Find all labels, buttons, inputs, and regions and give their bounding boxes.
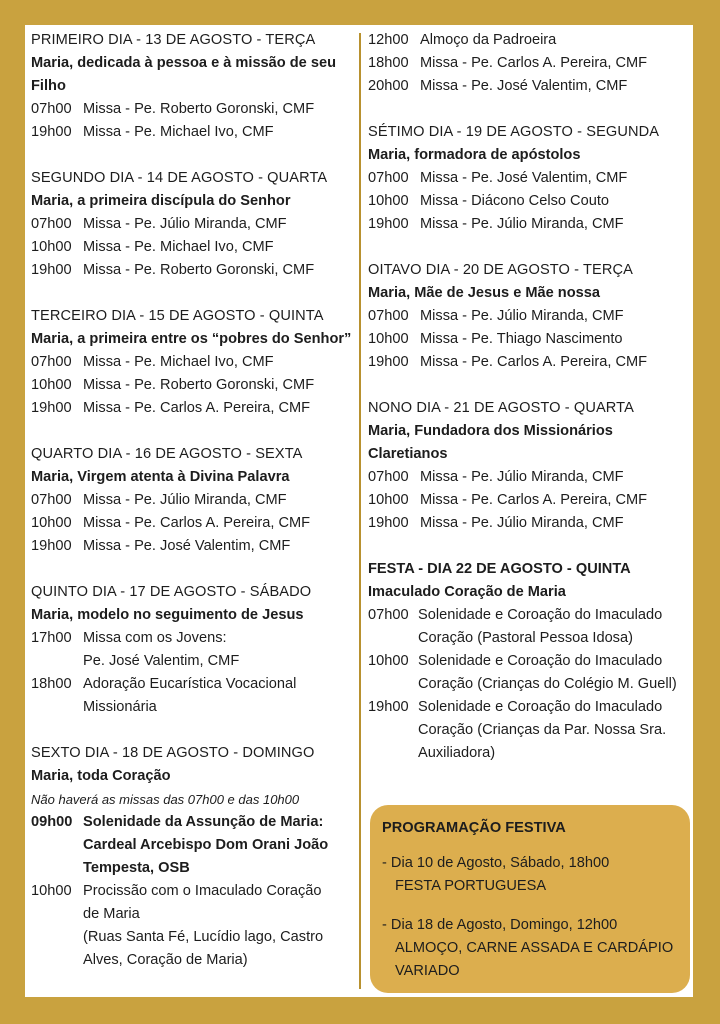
schedule-entry xyxy=(31,512,356,535)
day-heading: OITAVO DIA - 20 DE AGOSTO - TERÇA xyxy=(368,262,633,278)
day-theme: Maria, toda Coração xyxy=(31,768,171,784)
entry-description xyxy=(83,489,356,512)
schedule-entry xyxy=(368,29,690,52)
entry-line: Missa - Pe. Júlio Miranda, CMF xyxy=(83,216,287,232)
entry-description xyxy=(83,259,356,282)
schedule-entry xyxy=(31,121,356,144)
programacao-title: PROGRAMAÇÃO FESTIVA xyxy=(382,820,566,836)
entry-time: 19h00 xyxy=(368,216,409,232)
entry-time: 20h00 xyxy=(368,78,409,94)
entry-time: 07h00 xyxy=(368,308,409,324)
day-note: Não haverá as missas das 07h00 e das 10h00 xyxy=(31,792,300,807)
flyer-page xyxy=(25,25,693,997)
entry-description xyxy=(420,512,690,535)
schedule-entry xyxy=(31,535,356,558)
entry-description xyxy=(83,236,356,259)
schedule-entry xyxy=(31,213,356,236)
entry-time: 10h00 xyxy=(368,193,409,209)
schedule-entry xyxy=(368,604,690,650)
entry-line: Missa - Pe. Michael Ivo, CMF xyxy=(83,239,274,255)
entry-description xyxy=(420,328,690,351)
day-heading: QUARTO DIA - 16 DE AGOSTO - SEXTA xyxy=(31,446,303,462)
schedule-entry xyxy=(31,397,356,420)
entry-line: Missa - Pe. Carlos A. Pereira, CMF xyxy=(420,55,648,71)
schedule-entry xyxy=(368,75,690,98)
entry-line: Missa - Pe. Júlio Miranda, CMF xyxy=(420,308,624,324)
entry-time: 10h00 xyxy=(368,492,409,508)
entry-line: Coração (Crianças da Par. Nossa Sra. xyxy=(418,722,667,738)
programacao-festiva-box xyxy=(370,805,690,993)
entry-line: Missa - Pe. Michael Ivo, CMF xyxy=(83,124,274,140)
entry-description xyxy=(420,351,690,374)
entry-line: Pe. José Valentim, CMF xyxy=(83,653,240,669)
day-block xyxy=(31,305,356,420)
entry-line: Tempesta, OSB xyxy=(83,860,190,876)
entry-description xyxy=(83,627,356,673)
day-block-sexto xyxy=(31,742,356,972)
entry-description xyxy=(418,650,690,696)
day-heading: QUINTO DIA - 17 DE AGOSTO - SÁBADO xyxy=(31,584,312,600)
entry-description xyxy=(420,29,690,52)
day-theme: Maria, a primeira entre os “pobres do Senhor” xyxy=(31,331,352,347)
programacao-item xyxy=(382,914,678,983)
schedule-entry xyxy=(31,351,356,374)
schedule-entry xyxy=(368,305,690,328)
entry-description xyxy=(83,880,356,972)
entry-line: Missa - Pe. Carlos A. Pereira, CMF xyxy=(420,354,648,370)
entry-time: 10h00 xyxy=(368,653,409,669)
schedule-entry xyxy=(368,351,690,374)
schedule-entry xyxy=(31,236,356,259)
entry-time: 18h00 xyxy=(368,55,409,71)
right-column xyxy=(368,29,690,765)
day-theme: Maria, dedicada à pessoa e à missão de seu Filho xyxy=(31,55,336,94)
entry-line: Missa - Pe. Michael Ivo, CMF xyxy=(83,354,274,370)
entry-line: Missa com os Jovens: xyxy=(83,630,227,646)
schedule-entry xyxy=(31,811,356,880)
schedule-entry xyxy=(31,880,356,972)
entry-description xyxy=(83,397,356,420)
day-theme: Maria, a primeira discípula do Senhor xyxy=(31,193,291,209)
entry-time: 18h00 xyxy=(31,676,72,692)
entry-description xyxy=(83,535,356,558)
programacao-item-date: - Dia 18 de Agosto, Domingo, 12h00 xyxy=(382,917,618,933)
entry-time: 07h00 xyxy=(368,469,409,485)
day-block xyxy=(368,397,690,535)
entry-time: 10h00 xyxy=(368,331,409,347)
entry-description xyxy=(83,673,356,719)
day-block xyxy=(368,259,690,374)
day-heading: SEGUNDO DIA - 14 DE AGOSTO - QUARTA xyxy=(31,170,328,186)
schedule-entry xyxy=(31,98,356,121)
entry-description xyxy=(83,121,356,144)
day-heading: PRIMEIRO DIA - 13 DE AGOSTO - TERÇA xyxy=(31,32,316,48)
entry-line: Missa - Pe. Júlio Miranda, CMF xyxy=(420,469,624,485)
schedule-entry xyxy=(31,489,356,512)
day-block-sexto-continued xyxy=(368,29,690,98)
day-block xyxy=(368,121,690,236)
entry-line: Missa - Pe. Júlio Miranda, CMF xyxy=(420,216,624,232)
day-heading: TERCEIRO DIA - 15 DE AGOSTO - QUINTA xyxy=(31,308,324,324)
festa-theme: Imaculado Coração de Maria xyxy=(368,584,566,600)
left-column xyxy=(31,29,356,995)
entry-line: Missa - Pe. Carlos A. Pereira, CMF xyxy=(83,400,311,416)
entry-description xyxy=(420,213,690,236)
entry-line: Alves, Coração de Maria) xyxy=(83,952,248,968)
entry-line: Missa - Pe. Júlio Miranda, CMF xyxy=(420,515,624,531)
entry-time: 09h00 xyxy=(31,814,73,830)
festa-block xyxy=(368,558,690,765)
day-block xyxy=(31,167,356,282)
entry-time: 07h00 xyxy=(368,170,409,186)
programacao-item-detail: VARIADO xyxy=(395,963,460,979)
entry-line: Procissão com o Imaculado Coração xyxy=(83,883,322,899)
entry-line: de Maria xyxy=(83,906,140,922)
entry-description xyxy=(420,75,690,98)
schedule-entry xyxy=(31,627,356,673)
entry-description xyxy=(83,512,356,535)
entry-time: 19h00 xyxy=(368,354,409,370)
day-theme: Maria, modelo no seguimento de Jesus xyxy=(31,607,304,623)
day-theme: Maria, Mãe de Jesus e Mãe nossa xyxy=(368,285,600,301)
programacao-item-date: - Dia 10 de Agosto, Sábado, 18h00 xyxy=(382,855,610,871)
entry-time: 10h00 xyxy=(31,377,72,393)
entry-line: (Ruas Santa Fé, Lucídio lago, Castro xyxy=(83,929,324,945)
schedule-entry xyxy=(368,213,690,236)
entry-description xyxy=(83,811,356,880)
entry-time: 10h00 xyxy=(31,515,72,531)
entry-time: 10h00 xyxy=(31,883,72,899)
schedule-entry xyxy=(368,167,690,190)
entry-description xyxy=(420,489,690,512)
entry-description xyxy=(83,98,356,121)
column-divider xyxy=(359,33,361,989)
entry-description xyxy=(83,213,356,236)
entry-line: Solenidade da Assunção de Maria: xyxy=(83,814,324,830)
programacao-item xyxy=(382,852,678,898)
entry-time: 07h00 xyxy=(31,101,72,117)
programacao-item-detail: FESTA PORTUGUESA xyxy=(395,878,547,894)
schedule-entry xyxy=(368,328,690,351)
schedule-entry xyxy=(31,374,356,397)
day-block xyxy=(31,581,356,719)
entry-line: Coração (Crianças do Colégio M. Guell) xyxy=(418,676,677,692)
schedule-entry xyxy=(368,52,690,75)
day-theme: Maria, Fundadora dos Missionários Claretianos xyxy=(368,423,613,462)
entry-time: 12h00 xyxy=(368,32,409,48)
entry-line: Solenidade e Coroação do Imaculado xyxy=(418,607,663,623)
schedule-entry xyxy=(368,650,690,696)
day-heading: SÉTIMO DIA - 19 DE AGOSTO - SEGUNDA xyxy=(368,124,660,140)
entry-time: 07h00 xyxy=(31,354,72,370)
entry-time: 19h00 xyxy=(31,124,72,140)
entry-description xyxy=(420,305,690,328)
entry-line: Solenidade e Coroação do Imaculado xyxy=(418,699,663,715)
entry-line: Adoração Eucarística Vocacional xyxy=(83,676,297,692)
entry-time: 17h00 xyxy=(31,630,72,646)
schedule-entry xyxy=(368,489,690,512)
entry-description xyxy=(418,604,690,650)
entry-line: Missa - Pe. José Valentim, CMF xyxy=(420,170,628,186)
entry-line: Missa - Pe. José Valentim, CMF xyxy=(420,78,628,94)
entry-time: 19h00 xyxy=(368,515,409,531)
entry-description xyxy=(83,374,356,397)
entry-line: Missa - Pe. José Valentim, CMF xyxy=(83,538,291,554)
entry-line: Missa - Pe. Júlio Miranda, CMF xyxy=(83,492,287,508)
festa-heading: FESTA - DIA 22 DE AGOSTO - QUINTA xyxy=(368,561,631,577)
schedule-entry xyxy=(31,259,356,282)
entry-time: 07h00 xyxy=(368,607,409,623)
day-heading: NONO DIA - 21 DE AGOSTO - QUARTA xyxy=(368,400,634,416)
entry-line: Missa - Pe. Roberto Goronski, CMF xyxy=(83,377,315,393)
entry-time: 07h00 xyxy=(31,216,72,232)
entry-line: Missa - Diácono Celso Couto xyxy=(420,193,609,209)
schedule-entry xyxy=(368,190,690,213)
day-block xyxy=(31,29,356,144)
day-theme: Maria, Virgem atenta à Divina Palavra xyxy=(31,469,290,485)
entry-line: Missa - Pe. Carlos A. Pereira, CMF xyxy=(83,515,311,531)
entry-line: Cardeal Arcebispo Dom Orani João xyxy=(83,837,329,853)
entry-time: 19h00 xyxy=(368,699,409,715)
entry-description xyxy=(83,351,356,374)
schedule-entry xyxy=(368,466,690,489)
day-block xyxy=(31,443,356,558)
day-theme: Maria, formadora de apóstolos xyxy=(368,147,581,163)
entry-line: Almoço da Padroeira xyxy=(420,32,557,48)
entry-time: 07h00 xyxy=(31,492,72,508)
entry-line: Solenidade e Coroação do Imaculado xyxy=(418,653,663,669)
entry-line: Coração (Pastoral Pessoa Idosa) xyxy=(418,630,633,646)
entry-description xyxy=(420,52,690,75)
entry-line: Missa - Pe. Carlos A. Pereira, CMF xyxy=(420,492,648,508)
schedule-entry xyxy=(368,512,690,535)
entry-line: Auxiliadora) xyxy=(418,745,496,761)
entry-description xyxy=(418,696,690,765)
schedule-entry xyxy=(31,673,356,719)
entry-time: 19h00 xyxy=(31,262,72,278)
entry-time: 19h00 xyxy=(31,400,72,416)
entry-time: 10h00 xyxy=(31,239,72,255)
entry-line: Missa - Pe. Thiago Nascimento xyxy=(420,331,623,347)
schedule-entry xyxy=(368,696,690,765)
entry-line: Missa - Pe. Roberto Goronski, CMF xyxy=(83,262,315,278)
entry-description xyxy=(420,466,690,489)
entry-line: Missionária xyxy=(83,699,157,715)
entry-description xyxy=(420,190,690,213)
entry-line: Missa - Pe. Roberto Goronski, CMF xyxy=(83,101,315,117)
programacao-item-detail: ALMOÇO, CARNE ASSADA E CARDÁPIO xyxy=(395,940,674,956)
entry-time: 19h00 xyxy=(31,538,72,554)
day-heading: SEXTO DIA - 18 DE AGOSTO - DOMINGO xyxy=(31,745,315,761)
entry-description xyxy=(420,167,690,190)
